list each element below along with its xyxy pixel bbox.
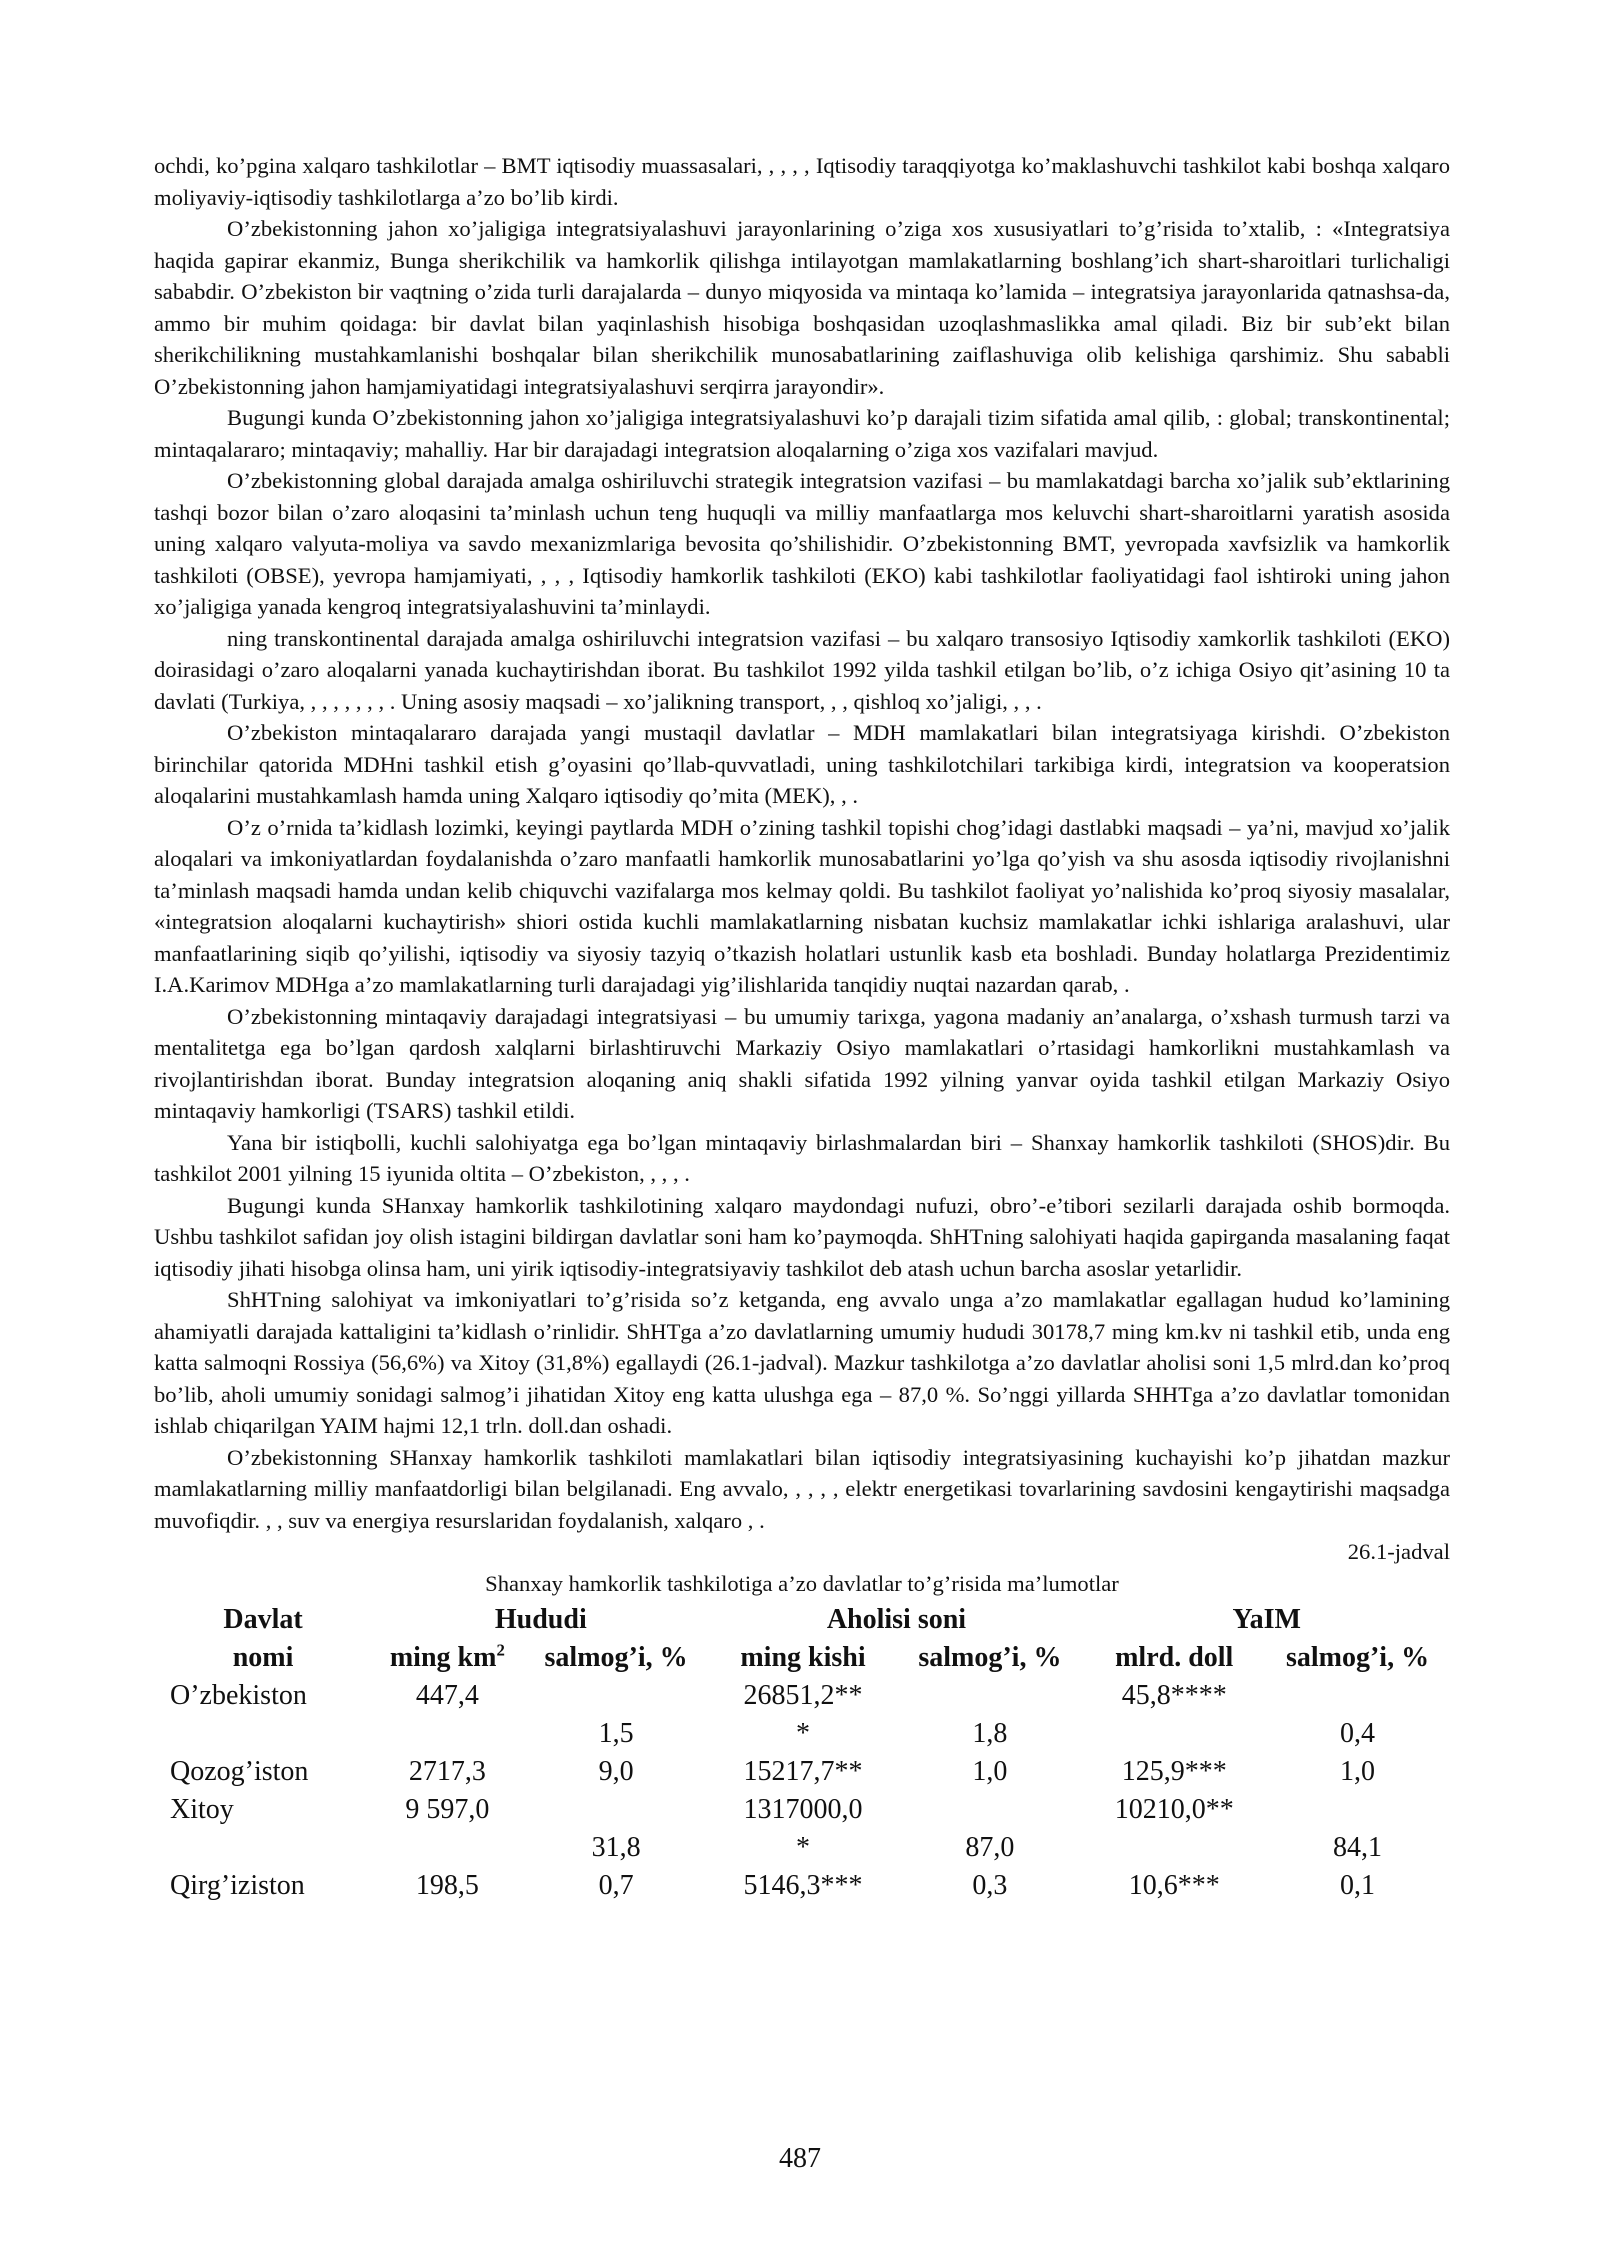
- subheader-area-unit: [372, 1639, 523, 1677]
- table-cell: Xitoy: [170, 1794, 234, 1825]
- subheader-area-share: salmog’i, %: [544, 1642, 688, 1673]
- table-cell: [154, 1829, 372, 1867]
- table-subheader-row: [154, 1639, 1450, 1677]
- paragraph: ochdi, ko’pgina xalqaro tashkilotlar – BMT iqtisodiy muassasalari, , , , , Iqtisodiy taraqqiyotga ko’maklashuvchi tashkilot kabi boshqa xalqaro moliyaviy-iqtisodiy tashkilotlarga a’zo bo’lib kirdi.: [154, 153, 1450, 210]
- subheader-country: nomi: [232, 1642, 294, 1673]
- table-cell: [896, 1677, 1083, 1715]
- paragraph: O’zbekiston mintaqalararo darajada yangi mustaqil davlatlar – MDH mamlakatlari bilan integratsiyaga kirishdi. O’zbekiston birinchilar qatorida MDHni tashkil etish g’oyasini qo’llab-quvvatladi, uning tashkilotchilari tarkibiga kirdi, integratsion va kooperatsion aloqalarini mustahkamlash hamda uning Xalqaro iqtisodiy qo’mita (MEK), , .: [154, 720, 1450, 808]
- table-row: [154, 1791, 1450, 1829]
- table-cell: 0,1: [1340, 1870, 1376, 1901]
- paragraph: O’zbekistonning SHanxay hamkorlik tashkiloti mamlakatlari bilan iqtisodiy integratsiyasining kuchayishi ko’p jihatdan mazkur mamlakatlarning milliy manfaatdorligi bilan belgilanadi. Eng avvalo, , , , , elektr energetikasi tovarlarining savdosini kengaytirishi maqsadga muvofiqdir. , , suv va energiya resurslaridan foydalanish, xalqaro , .: [154, 1444, 1450, 1533]
- header-gdp: YaIM: [1232, 1604, 1301, 1635]
- table-cell: 198,5: [415, 1870, 479, 1901]
- subheader-gdp-unit: mlrd. doll: [1115, 1642, 1234, 1673]
- table-cell: [154, 1715, 372, 1753]
- table-row: [154, 1829, 1450, 1867]
- table-cell: 1,0: [1340, 1756, 1376, 1787]
- table-cell: O’zbekiston: [170, 1680, 307, 1711]
- table-row: [154, 1867, 1450, 1905]
- paragraph: Yana bir istiqbolli, kuchli salohiyatga ega bo’lgan mintaqaviy birlashmalardan biri – Shanxay hamkorlik tashkiloti (SHOS)dir. Bu tashkilot 2001 yilning 15 iyunida oltita – O’zbekiston, , , , .: [154, 1129, 1450, 1186]
- table-cell: 26851,2**: [743, 1680, 863, 1711]
- document-page: [154, 150, 1450, 1905]
- table-cell: 125,9***: [1121, 1756, 1227, 1787]
- area-unit-superscript: 2: [496, 1640, 505, 1660]
- paragraph: Bugungi kunda SHanxay hamkorlik tashkilotining xalqaro maydondagi nufuzi, obro’-e’tibori sezilarli darajada oshib bormoqda. Ushbu tashkilot safidan joy olish istagini bildirgan davlatlar soni ham ko’paymoqda. ShHTning salohiyati haqida gapirganda masalaning faqat iqtisodiy jihati hisobga olinsa ham, uni yirik iqtisodiy-integratsiyaviy tashkilot deb atash uchun barcha asoslar yetarlidir.: [154, 1192, 1450, 1281]
- table-cell: 1,5: [598, 1718, 634, 1749]
- paragraph: O’zbekistonning global darajada amalga oshiriluvchi strategik integratsion vazifasi – bu mamlakatdagi barcha xo’jalik sub’ektlarining tashqi bozor bilan o’zaro aloqasini ta’minlash uchun teng huquqli va milliy manfaatlarga mos keluvchi shart-sharoitlarni yaratish asosida uning xalqaro valyuta-moliya va savdo mexanizmlariga bevosita qo’shilishidir. O’zbekistonning BMT, yevropada xavfsizlik va hamkorlik tashkiloti (OBSE), yevropa hamjamiyati, , , , Iqtisodiy hamkorlik tashkiloti (EKO) kabi tashkilotlar faoliyatidagi faol ishtiroki uning jahon xo’jaligiga yanada kengroq integratsiyalashuvini ta’minlaydi.: [154, 468, 1450, 619]
- member-states-table: [154, 1601, 1450, 1905]
- table-cell: [1083, 1715, 1265, 1753]
- table-cell: 1,8: [972, 1718, 1008, 1749]
- table-cell: 1,0: [972, 1756, 1008, 1787]
- table-cell: 447,4: [415, 1680, 479, 1711]
- table-cell: 15217,7**: [743, 1756, 863, 1787]
- area-unit-text: ming km: [389, 1642, 497, 1673]
- table-label: 26.1-jadval: [1347, 1539, 1450, 1564]
- table-cell: 9 597,0: [405, 1794, 490, 1825]
- table-row: [154, 1753, 1450, 1791]
- table-cell: [1265, 1791, 1450, 1829]
- paragraph: O’zbekistonning mintaqaviy darajadagi integratsiyasi – bu umumiy tarixga, yagona madaniy an’analarga, o’xshash turmush tarzi va mentalitetga ega bo’lgan qardosh xalqlarni birlashtiruvchi Markaziy Osiyo mamlakatlari o’rtasidagi hamkorlikni mustahkamlash va rivojlantirishdan iborat. Bunday integratsion aloqaning aniq shakli sifatida 1992 yilning yanvar oyida tashkil etilgan Markaziy Osiyo mintaqaviy hamkorligi (TSARS) tashkil etildi.: [154, 1003, 1450, 1123]
- header-population: Aholisi soni: [826, 1604, 967, 1635]
- table-cell: 10210,0**: [1114, 1794, 1234, 1825]
- table-row: [154, 1677, 1450, 1715]
- table-cell: [523, 1677, 710, 1715]
- paragraph: O’z o’rnida ta’kidlash lozimki, keyingi paytlarda MDH o’zining tashkil topishi chog’idagi dastlabki maqsadi – ya’ni, mavjud xo’jalik aloqalari va imkoniyatlardan foydalanishda o’zaro manfaatli hamkorlik munosabatlarini yo’lga qo’yish va shu asosda iqtisodiy rivojlanishni ta’minlash maqsadi hamda undan kelib chiquvchi vazifalarga mos kelmay qoldi. Bu tashkilot faoliyat yo’nalishida ko’proq siyosiy masalalar, «integratsion aloqalarni kuchaytirish» shiori ostida kuchli mamlakatlarning nisbatan kuchsiz mamlakatlar ichki ishlariga aralashuvi, ular manfaatlarining siqib qo’yilishi, iqtisodiy va siyosiy tazyiq o’tkazish holatlari ustunlik kasb eta boshladi. Bunday holatlarga Prezidentimiz I.A.Karimov MDHga a’zo mamlakatlarning turli darajadagi yig’ilishlarida tanqidiy nuqtai nazardan qarab, .: [154, 814, 1450, 997]
- subheader-gdp-share: salmog’i, %: [1285, 1642, 1430, 1673]
- table-cell: 10,6***: [1128, 1870, 1220, 1901]
- table-cell: 1317000,0: [743, 1794, 863, 1825]
- table-title: Shanxay hamkorlik tashkilotiga a’zo davlatlar to’g’risida ma’lumotlar: [485, 1570, 1119, 1596]
- table-cell: 84,1: [1333, 1832, 1383, 1863]
- header-country: Davlat: [223, 1604, 303, 1635]
- table-cell: Qozog’iston: [170, 1756, 309, 1787]
- header-area: Hududi: [494, 1604, 587, 1635]
- table-cell: 5146,3***: [743, 1870, 863, 1901]
- table-cell: [372, 1715, 523, 1753]
- table-cell: [372, 1829, 523, 1867]
- table-cell: 31,8: [591, 1832, 641, 1863]
- subheader-pop-share: salmog’i, %: [918, 1642, 1062, 1673]
- table-header-row: [154, 1601, 1450, 1639]
- paragraph: O’zbekistonning jahon xo’jaligiga integratsiyalashuvi jarayonlarining o’ziga xos xususiyatlari to’g’risida to’xtalib, : «Integratsiya haqida gapirar ekanmiz, Bunga sherikchilik va hamkorlik qilishga intilayotgan mamlakatlarning boshlang’ich shart-sharoitlari turlichaligi sababdir. O’zbekiston bir vaqtning o’zida turli darajalarda – dunyo miqyosida va mintaqa ko’lamida – integratsiya jarayonlarida qatnashsa-da, ammo bir muhim qoidaga: bir davlat bilan yaqinlashish hisobiga boshqasidan uzoqlashmaslikka amal qiladi. Biz bir sub’ekt bilan sherikchilikning mustahkamlanishi boshqalar bilan sherikchilik munosabatlarining zaiflashuviga olib kelishiga qarshimiz. Shu sababli O’zbekistonning jahon hamjamiyatidagi integratsiyalashuvi serqirra jarayondir».: [154, 216, 1450, 399]
- table-cell: *: [796, 1832, 810, 1863]
- table-cell: [896, 1791, 1083, 1829]
- table-cell: Qirg’iziston: [170, 1870, 305, 1901]
- table-cell: 0,7: [598, 1870, 634, 1901]
- table-cell: *: [796, 1718, 810, 1749]
- table-cell: 0,3: [972, 1870, 1008, 1901]
- table-cell: 0,4: [1340, 1718, 1376, 1749]
- table-cell: [523, 1791, 710, 1829]
- table-row: [154, 1715, 1450, 1753]
- table-cell: 45,8****: [1121, 1680, 1227, 1711]
- subheader-pop-unit: ming kishi: [740, 1642, 866, 1673]
- table-cell: 87,0: [965, 1832, 1015, 1863]
- table-cell: [1083, 1829, 1265, 1867]
- page-number: 487: [779, 2143, 821, 2174]
- table-cell: 2717,3: [408, 1756, 486, 1787]
- table-cell: 9,0: [598, 1756, 634, 1787]
- paragraph: ShHTning salohiyat va imkoniyatlari to’g’risida so’z ketganda, eng avvalo unga a’zo mamlakatlar egallagan hudud ko’lamining ahamiyatli darajada kattaligini ta’kidlash o’rinlidir. ShHTga a’zo davlatlarning umumiy hududi 30178,7 ming km.kv ni tashkil etib, unda eng katta salmoqni Rossiya (56,6%) va Xitoy (31,8%) egallaydi (26.1-jadval). Mazkur tashkilotga a’zo davlatlar aholisi soni 1,5 mlrd.dan ko’proq bo’lib, aholi umumiy sonidagi salmog’i jihatidan Xitoy eng katta ulushga ega – 87,0 %. So’nggi yillarda SHHTga a’zo davlatlar tomonidan ishlab chiqarilgan YAIM hajmi 12,1 trln. doll.dan oshadi.: [154, 1287, 1450, 1438]
- paragraph: Bugungi kunda O’zbekistonning jahon xo’jaligiga integratsiyalashuvi ko’p darajali tizim sifatida amal qilib, : global; transkontinental; mintaqalararo; mintaqaviy; mahalliy. Har bir darajadagi integratsion aloqalarning o’ziga xos vazifalari mavjud.: [154, 405, 1450, 462]
- paragraph: ning transkontinental darajada amalga oshiriluvchi integratsion vazifasi – bu xalqaro transosiyo Iqtisodiy xamkorlik tashkiloti (EKO) doirasidagi o’zaro aloqalarni yanada kuchaytirishdan iborat. Bu tashkilot 1992 yilda tashkil etilgan bo’lib, o’z ichiga Osiyo qit’asining 10 ta davlati (Turkiya, , , , , , , , . Uning asosiy maqsadi – xo’jalikning transport, , , qishloq xo’jaligi, , , .: [154, 625, 1450, 714]
- table-cell: [1265, 1677, 1450, 1715]
